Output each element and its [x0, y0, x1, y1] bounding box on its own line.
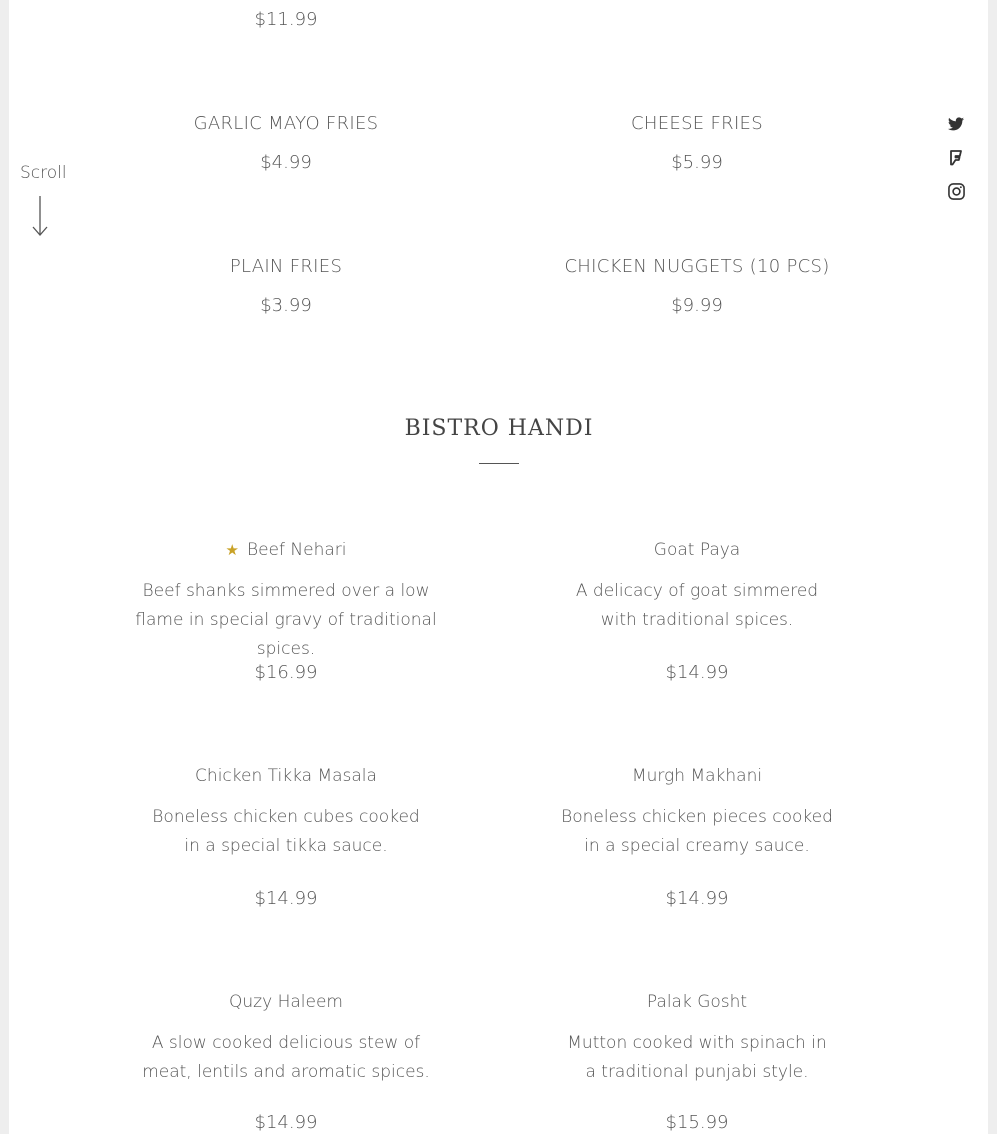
foursquare-icon[interactable] — [946, 148, 966, 168]
dish-price: $14.99 — [254, 1112, 318, 1133]
dish-price: $14.99 — [254, 888, 318, 909]
dish-description: Boneless chicken cubes cooked in a special tikka sauce. — [152, 807, 420, 856]
dish-description: Boneless chicken pieces cooked in a special creamy sauce. — [561, 807, 833, 856]
instagram-icon[interactable] — [946, 181, 966, 201]
dish-description: Beef shanks simmered over a low flame in special gravy of traditional spices. — [135, 581, 437, 659]
dish-description: A delicacy of goat simmered with traditional spices. — [575, 581, 819, 630]
menu-item-price: $9.99 — [671, 295, 723, 316]
dish-name: Palak Gosht — [646, 992, 748, 1012]
dish-price: $16.99 — [254, 662, 318, 683]
dish-price: $14.99 — [665, 888, 729, 909]
dish-name: Goat Paya — [653, 540, 741, 560]
section-divider — [479, 463, 519, 464]
twitter-icon[interactable] — [946, 114, 966, 134]
menu-page — [9, 0, 988, 1134]
star-icon: ★ — [225, 541, 239, 559]
menu-item-price: $5.99 — [671, 152, 723, 173]
dish-name: Chicken Tikka Masala — [195, 766, 377, 786]
item-price: $11.99 — [254, 9, 318, 30]
arrow-down-icon[interactable] — [31, 196, 49, 238]
dish-price: $15.99 — [665, 1112, 729, 1133]
dish-name: Quzy Haleem — [229, 992, 343, 1012]
dish-name: Murgh Makhani — [631, 766, 763, 786]
dish-name: ★ Beef Nehari — [225, 540, 347, 560]
dish-description: Mutton cooked with spinach in a traditional punjabi style. — [567, 1033, 827, 1082]
menu-item-price: $3.99 — [260, 295, 312, 316]
menu-item-name: CHICKEN NUGGETS (10 PCS) — [564, 256, 830, 277]
dish-price: $14.99 — [665, 662, 729, 683]
menu-item-name: CHEESE FRIES — [631, 113, 763, 134]
menu-item-name: GARLIC MAYO FRIES — [193, 113, 379, 134]
section-title: BISTRO HANDI — [404, 416, 594, 441]
menu-item-price: $4.99 — [260, 152, 312, 173]
scroll-label[interactable]: Scroll — [20, 163, 67, 183]
dish-description: A slow cooked delicious stew of meat, lentils and aromatic spices. — [142, 1033, 430, 1082]
menu-item-name: PLAIN FRIES — [229, 256, 343, 277]
